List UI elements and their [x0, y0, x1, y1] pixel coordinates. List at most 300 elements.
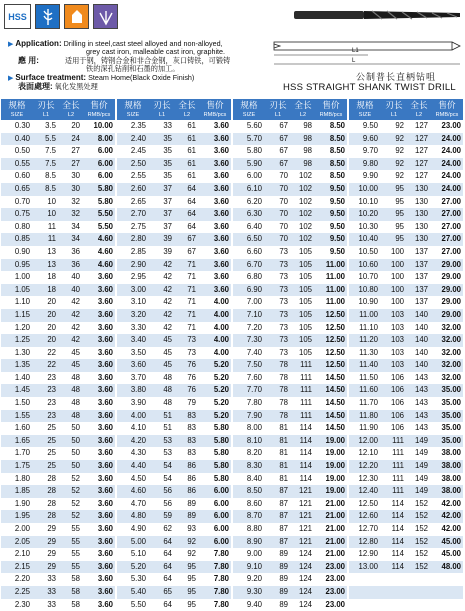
l2-cell: [407, 599, 431, 611]
l2-cell: 83: [175, 422, 199, 435]
table-row: [233, 435, 347, 448]
l2-cell: 76: [175, 359, 199, 372]
price-cell: 29.00: [431, 309, 463, 322]
l2-cell: 130: [407, 183, 431, 196]
table-row: [117, 586, 231, 599]
size-cell: 11.40: [349, 359, 381, 372]
size-cell: 5.10: [117, 548, 149, 561]
l2-cell: 140: [407, 334, 431, 347]
size-cell: 4.10: [117, 422, 149, 435]
l2-cell: 95: [175, 573, 199, 586]
l2-cell: 92: [175, 548, 199, 561]
l1-cell: 89: [265, 599, 291, 611]
price-cell: 3.60: [83, 586, 115, 599]
l2-cell: 45: [59, 347, 83, 360]
size-cell: 1.30: [1, 347, 33, 360]
price-cell: [431, 599, 463, 611]
size-cell: 4.90: [117, 523, 149, 536]
table-row: [117, 498, 231, 511]
price-cell: 14.50: [315, 384, 347, 397]
l1-cell: 5.5: [33, 133, 59, 146]
l1-cell: 11: [33, 221, 59, 234]
size-cell: 5.30: [117, 573, 149, 586]
l2-cell: 83: [175, 447, 199, 460]
size-cell: 11.50: [349, 372, 381, 385]
l2-cell: 55: [59, 548, 83, 561]
price-cell: 6.00: [83, 158, 115, 171]
header-en-1: L1: [265, 111, 291, 120]
l2-cell: 152: [407, 548, 431, 561]
l1-cell: 29: [33, 548, 59, 561]
header-en-2: L2: [175, 111, 199, 120]
l1-cell: 37: [149, 208, 175, 221]
l2-cell: 27: [59, 158, 83, 171]
table-row: [349, 158, 463, 171]
price-cell: 3.60: [199, 221, 231, 234]
table-row: [117, 246, 231, 259]
size-cell: 10.90: [349, 296, 381, 309]
price-cell: 10.00: [83, 120, 115, 133]
l2-cell: 102: [291, 170, 315, 183]
header-en-3: RMB/pcs: [315, 111, 347, 120]
table-row: [1, 498, 115, 511]
l2-cell: 124: [291, 548, 315, 561]
l2-cell: 55: [59, 536, 83, 549]
l1-cell: 25: [33, 435, 59, 448]
l1-cell: 18: [33, 271, 59, 284]
table-row: [349, 586, 463, 599]
header-en-1: L1: [149, 111, 175, 120]
table-row: [117, 221, 231, 234]
l1-cell: 64: [149, 561, 175, 574]
l1-cell: 70: [265, 221, 291, 234]
l1-cell: 87: [265, 523, 291, 536]
size-cell: 12.40: [349, 485, 381, 498]
table-row: [233, 296, 347, 309]
size-cell: 5.90: [233, 158, 265, 171]
l1-cell: 95: [381, 233, 407, 246]
table-row: [1, 133, 115, 146]
header-en-3: RMB/pcs: [83, 111, 115, 120]
l1-cell: 37: [149, 183, 175, 196]
price-cell: [431, 586, 463, 599]
surface-cn: 氧化发黑处理: [54, 82, 98, 91]
price-cell: 5.20: [199, 384, 231, 397]
table-row: [233, 183, 347, 196]
l1-cell: 87: [265, 485, 291, 498]
table-row: [233, 485, 347, 498]
size-cell: 12.30: [349, 473, 381, 486]
l1-cell: 103: [381, 322, 407, 335]
l1-cell: 7.5: [33, 145, 59, 158]
application-cn-label: 應 用:: [18, 56, 39, 65]
price-cell: 5.50: [83, 221, 115, 234]
l1-cell: 37: [149, 196, 175, 209]
table-row: [117, 296, 231, 309]
l2-cell: 58: [59, 599, 83, 611]
price-cell: 29.00: [431, 296, 463, 309]
table-row: [349, 120, 463, 133]
l2-cell: 111: [291, 384, 315, 397]
size-cell: 2.40: [117, 133, 149, 146]
l2-cell: 105: [291, 296, 315, 309]
size-cell: 9.30: [233, 586, 265, 599]
l2-cell: 98: [291, 145, 315, 158]
l1-cell: 10: [33, 196, 59, 209]
table-row: [117, 309, 231, 322]
l1-cell: 70: [265, 233, 291, 246]
l2-cell: 71: [175, 284, 199, 297]
l2-cell: 102: [291, 208, 315, 221]
price-cell: 4.00: [199, 322, 231, 335]
l2-cell: 105: [291, 322, 315, 335]
l1-cell: 73: [265, 284, 291, 297]
l2-cell: 152: [407, 536, 431, 549]
size-cell: 12.00: [349, 435, 381, 448]
table-row: [349, 548, 463, 561]
size-cell: 12.20: [349, 460, 381, 473]
price-cell: 3.60: [83, 498, 115, 511]
l2-cell: 121: [291, 536, 315, 549]
price-cell: 5.50: [83, 208, 115, 221]
table-row: [1, 246, 115, 259]
l1-cell: 100: [381, 246, 407, 259]
l1-cell: 106: [381, 397, 407, 410]
table-row: [349, 359, 463, 372]
price-cell: 24.00: [431, 133, 463, 146]
l2-cell: 149: [407, 485, 431, 498]
size-cell: 2.75: [117, 221, 149, 234]
price-cell: 3.60: [83, 485, 115, 498]
header-en-2: L2: [407, 111, 431, 120]
l2-cell: 124: [291, 599, 315, 611]
l1-cell: 81: [265, 422, 291, 435]
l1-cell: 78: [265, 397, 291, 410]
l2-cell: 42: [59, 322, 83, 335]
size-cell: 9.60: [349, 133, 381, 146]
price-cell: 3.60: [199, 183, 231, 196]
price-cell: 32.00: [431, 359, 463, 372]
price-cell: 27.00: [431, 246, 463, 259]
size-cell: 7.40: [233, 347, 265, 360]
l1-cell: 13: [33, 246, 59, 259]
price-cell: 48.00: [431, 561, 463, 574]
table-row: [1, 586, 115, 599]
table-row: [1, 196, 115, 209]
table-row: [349, 183, 463, 196]
l2-cell: 140: [407, 347, 431, 360]
price-table-1: [1, 99, 115, 611]
l1-cell: 95: [381, 183, 407, 196]
l1-cell: 106: [381, 410, 407, 423]
price-cell: 5.20: [199, 359, 231, 372]
size-cell: 9.90: [349, 170, 381, 183]
size-cell: 12.70: [349, 523, 381, 536]
l1-cell: 106: [381, 422, 407, 435]
drill-dimension-diagram: [272, 38, 462, 68]
angle-icon: [93, 4, 118, 29]
size-cell: 3.70: [117, 372, 149, 385]
size-cell: 13.00: [349, 561, 381, 574]
size-cell: 1.60: [1, 422, 33, 435]
l2-cell: 137: [407, 246, 431, 259]
l2-cell: 61: [175, 133, 199, 146]
table-row: [1, 309, 115, 322]
table-row: [1, 561, 115, 574]
price-cell: 3.60: [199, 158, 231, 171]
table-row: [349, 233, 463, 246]
table-row: [1, 384, 115, 397]
table-row: [117, 573, 231, 586]
l2-cell: 45: [59, 359, 83, 372]
size-cell: 5.00: [117, 536, 149, 549]
table-row: [233, 271, 347, 284]
price-cell: 21.00: [315, 536, 347, 549]
size-cell: 10.10: [349, 196, 381, 209]
l1-cell: 42: [149, 322, 175, 335]
price-cell: 32.00: [431, 347, 463, 360]
l1-cell: 3.5: [33, 120, 59, 133]
l1-cell: 37: [149, 221, 175, 234]
l1-cell: 89: [265, 573, 291, 586]
l1-cell: 53: [149, 435, 175, 448]
l1-cell: 45: [149, 359, 175, 372]
size-cell: 1.65: [1, 435, 33, 448]
table-row: [117, 460, 231, 473]
l2-cell: 67: [175, 246, 199, 259]
price-cell: 3.60: [199, 120, 231, 133]
l2-cell: 124: [291, 586, 315, 599]
price-cell: 4.00: [199, 347, 231, 360]
l2-cell: 111: [291, 372, 315, 385]
l1-cell: 20: [33, 334, 59, 347]
l1-cell: 48: [149, 397, 175, 410]
price-cell: 3.60: [83, 322, 115, 335]
price-cell: 29.00: [431, 259, 463, 272]
l1-cell: 65: [149, 586, 175, 599]
size-cell: 2.55: [117, 170, 149, 183]
table-row: [117, 561, 231, 574]
price-cell: 42.00: [431, 523, 463, 536]
l1-cell: 81: [265, 447, 291, 460]
table-row: [349, 372, 463, 385]
l1-cell: 70: [265, 183, 291, 196]
table-row: [233, 120, 347, 133]
size-cell: 0.65: [1, 183, 33, 196]
l1-cell: 23: [33, 384, 59, 397]
price-cell: 3.60: [199, 233, 231, 246]
l1-cell: 78: [265, 410, 291, 423]
l1-cell: 33: [149, 120, 175, 133]
price-cell: 3.60: [83, 460, 115, 473]
table-row: [1, 170, 115, 183]
l1-cell: 20: [33, 322, 59, 335]
l2-cell: 121: [291, 485, 315, 498]
price-cell: 5.80: [199, 460, 231, 473]
l1-cell: 87: [265, 498, 291, 511]
price-cell: 12.50: [315, 322, 347, 335]
size-cell: 6.30: [233, 208, 265, 221]
l2-cell: 71: [175, 259, 199, 272]
l1-cell: 10: [33, 208, 59, 221]
l2-cell: 140: [407, 359, 431, 372]
l2-cell: 52: [59, 510, 83, 523]
size-cell: 1.35: [1, 359, 33, 372]
l1-cell: 29: [33, 536, 59, 549]
l2-cell: 42: [59, 309, 83, 322]
application-text-2: grey cast iron, malleable cast iron, graphite.: [86, 47, 226, 56]
l1-cell: 78: [265, 372, 291, 385]
price-cell: 8.00: [83, 133, 115, 146]
price-cell: 5.80: [83, 196, 115, 209]
l2-cell: 50: [59, 460, 83, 473]
table-row: [1, 397, 115, 410]
l1-cell: 67: [265, 120, 291, 133]
table-row: [349, 246, 463, 259]
l1-cell: 64: [149, 536, 175, 549]
table-row: [233, 397, 347, 410]
l1-cell: 35: [149, 170, 175, 183]
l1-cell: 100: [381, 271, 407, 284]
table-row: [233, 309, 347, 322]
application-cn-2: 铁的深孔钻削和石墨的加工。: [86, 64, 180, 73]
size-cell: 1.25: [1, 334, 33, 347]
l2-cell: 61: [175, 145, 199, 158]
price-cell: 11.00: [315, 284, 347, 297]
table-row: [1, 347, 115, 360]
l2-cell: 55: [59, 523, 83, 536]
price-cell: 3.60: [199, 271, 231, 284]
table-row: [349, 460, 463, 473]
l2-cell: 149: [407, 435, 431, 448]
table-row: [1, 271, 115, 284]
size-cell: 5.20: [117, 561, 149, 574]
l2-cell: 67: [175, 233, 199, 246]
table-row: [117, 170, 231, 183]
table-row: [233, 322, 347, 335]
price-cell: 24.00: [431, 145, 463, 158]
table-row: [117, 133, 231, 146]
l2-cell: 48: [59, 372, 83, 385]
size-cell: 6.00: [233, 170, 265, 183]
size-cell: 11.90: [349, 422, 381, 435]
table-row: [1, 536, 115, 549]
l1-cell: 35: [149, 133, 175, 146]
size-cell: 11.70: [349, 397, 381, 410]
table-row: [349, 561, 463, 574]
price-cell: 35.00: [431, 422, 463, 435]
l1-cell: 64: [149, 548, 175, 561]
size-cell: 2.20: [1, 573, 33, 586]
price-cell: 24.00: [431, 158, 463, 171]
l1-cell: 25: [33, 422, 59, 435]
table-row: [117, 183, 231, 196]
header-cn-3: 售价: [431, 99, 463, 111]
size-cell: 2.10: [1, 548, 33, 561]
price-cell: 45.00: [431, 548, 463, 561]
price-cell: 19.00: [315, 447, 347, 460]
size-cell: 2.95: [117, 271, 149, 284]
table-row: [117, 510, 231, 523]
l1-cell: 100: [381, 259, 407, 272]
l2-cell: 149: [407, 460, 431, 473]
size-cell: 1.80: [1, 473, 33, 486]
price-cell: 4.60: [83, 246, 115, 259]
l2-cell: 137: [407, 296, 431, 309]
size-cell: 7.70: [233, 384, 265, 397]
size-cell: 12.60: [349, 510, 381, 523]
table-row: [117, 485, 231, 498]
price-cell: 3.60: [199, 196, 231, 209]
table-row: [233, 510, 347, 523]
l1-cell: 33: [33, 599, 59, 611]
size-cell: 2.05: [1, 536, 33, 549]
l2-cell: 92: [175, 536, 199, 549]
table-row: [349, 208, 463, 221]
table-row: [1, 334, 115, 347]
size-cell: 8.00: [233, 422, 265, 435]
size-cell: 4.80: [117, 510, 149, 523]
l1-cell: 106: [381, 372, 407, 385]
size-cell: 1.55: [1, 410, 33, 423]
table-row: [117, 410, 231, 423]
l2-cell: 137: [407, 284, 431, 297]
l2-cell: 89: [175, 510, 199, 523]
l1-cell: 89: [265, 561, 291, 574]
table-row: [233, 221, 347, 234]
l2-cell: 143: [407, 372, 431, 385]
size-cell: 2.50: [117, 158, 149, 171]
table-row: [349, 397, 463, 410]
l2-cell: 124: [291, 561, 315, 574]
size-cell: 7.90: [233, 410, 265, 423]
l1-cell: 67: [265, 133, 291, 146]
surface-text: Steam Home(Black Oxide Finish): [88, 73, 195, 82]
l2-cell: 50: [59, 447, 83, 460]
size-cell: 4.50: [117, 473, 149, 486]
size-cell: 2.90: [117, 259, 149, 272]
price-table-3: [233, 99, 347, 611]
l1-cell: 73: [265, 309, 291, 322]
table-row: [1, 259, 115, 272]
size-cell: 8.40: [233, 473, 265, 486]
l1-cell: 48: [149, 384, 175, 397]
price-cell: 19.00: [315, 485, 347, 498]
table-row: [117, 359, 231, 372]
l1-cell: 78: [265, 359, 291, 372]
bullet-icon: ▶: [8, 75, 14, 82]
l1-cell: 23: [33, 410, 59, 423]
l1-cell: 92: [381, 170, 407, 183]
size-cell: 11.80: [349, 410, 381, 423]
size-cell: 1.40: [1, 372, 33, 385]
price-cell: 35.00: [431, 384, 463, 397]
price-cell: 4.60: [83, 259, 115, 272]
l1-cell: 28: [33, 473, 59, 486]
l1-cell: 103: [381, 309, 407, 322]
l1-cell: 22: [33, 347, 59, 360]
size-cell: 1.15: [1, 309, 33, 322]
l2-cell: 50: [59, 435, 83, 448]
size-cell: 5.70: [233, 133, 265, 146]
l2-cell: 102: [291, 196, 315, 209]
header-cn-0: 规格: [1, 99, 33, 111]
table-row: [117, 158, 231, 171]
price-cell: 8.50: [315, 133, 347, 146]
price-cell: 38.00: [431, 460, 463, 473]
table-row: [233, 170, 347, 183]
l2-cell: 95: [175, 561, 199, 574]
